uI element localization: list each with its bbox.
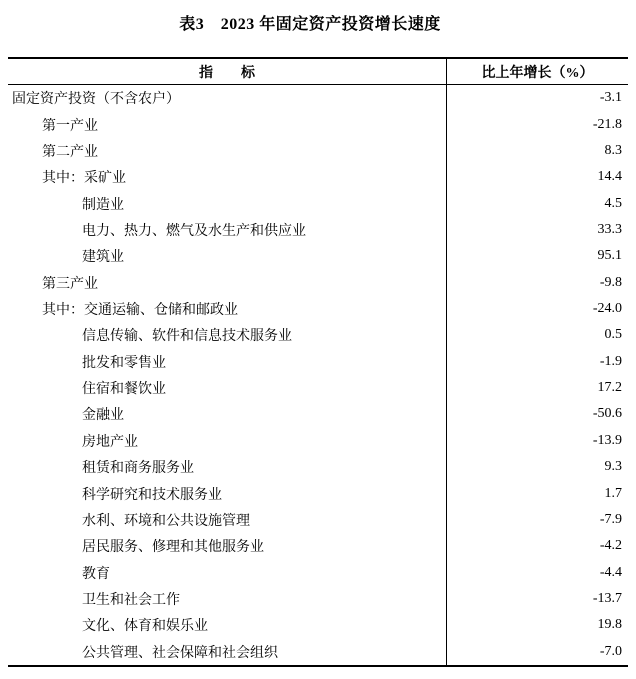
indicator-cell bbox=[8, 507, 447, 533]
indicator-label: 批发和零售业 bbox=[82, 355, 166, 371]
statistics-table bbox=[8, 57, 628, 667]
value-cell: 95.1 bbox=[597, 248, 622, 264]
indicator-cell bbox=[8, 349, 447, 375]
indicator-cell bbox=[8, 138, 447, 164]
value-cell: 0.5 bbox=[604, 327, 622, 343]
table-row bbox=[8, 507, 628, 533]
table-row bbox=[8, 322, 628, 348]
table-row bbox=[8, 559, 628, 585]
table-row bbox=[8, 138, 628, 164]
indicator-label: 教育 bbox=[82, 566, 110, 582]
column-header-indicator: 指 标 bbox=[8, 59, 447, 84]
indicator-cell bbox=[8, 164, 447, 190]
indicator-label: 卫生和社会工作 bbox=[82, 593, 180, 608]
indicator-cell bbox=[8, 270, 447, 296]
qizhong-prefix: 其中： bbox=[42, 171, 84, 187]
table-row bbox=[8, 349, 628, 375]
indicator-label: 第二产业 bbox=[42, 144, 98, 160]
value-cell: -7.9 bbox=[599, 511, 622, 527]
indicator-cell bbox=[8, 85, 447, 111]
table-row bbox=[8, 270, 628, 296]
indicator-label: 公共管理、社会保障和社会组织 bbox=[82, 645, 278, 661]
indicator-label: 科学研究和技术服务业 bbox=[82, 487, 222, 503]
indicator-label: 居民服务、修理和其他服务业 bbox=[82, 540, 264, 556]
indicator-cell bbox=[8, 401, 447, 427]
table-row bbox=[8, 164, 628, 190]
value-cell: 8.3 bbox=[604, 142, 622, 158]
indicator-label: 信息传输、软件和信息技术服务业 bbox=[82, 329, 292, 345]
indicator-cell bbox=[8, 428, 447, 454]
value-cell: -24.0 bbox=[592, 301, 622, 317]
table-row bbox=[8, 190, 628, 216]
indicator-label: 水利、环境和公共设施管理 bbox=[82, 513, 250, 529]
indicator-label: 租赁和商务服务业 bbox=[82, 461, 194, 477]
indicator-cell bbox=[8, 111, 447, 137]
value-cell: -3.1 bbox=[599, 90, 622, 106]
indicator-label: 电力、热力、燃气及水生产和供应业 bbox=[82, 223, 306, 239]
indicator-cell bbox=[8, 612, 447, 638]
table-row bbox=[8, 612, 628, 638]
indicator-label: 交通运输、仓储和邮政业 bbox=[84, 303, 238, 319]
table-row bbox=[8, 243, 628, 269]
indicator-cell bbox=[8, 375, 447, 401]
indicator-cell bbox=[8, 639, 447, 665]
table-row bbox=[8, 586, 628, 612]
value-cell: -7.0 bbox=[599, 643, 622, 659]
indicator-cell bbox=[8, 296, 447, 322]
indicator-label: 文化、体育和娱乐业 bbox=[82, 619, 208, 635]
indicator-cell bbox=[8, 243, 447, 269]
value-cell: 1.7 bbox=[604, 485, 622, 501]
indicator-cell bbox=[8, 586, 447, 612]
value-cell: 33.3 bbox=[597, 221, 622, 237]
value-cell: -21.8 bbox=[592, 116, 622, 132]
value-cell: 19.8 bbox=[597, 617, 622, 633]
table-row bbox=[8, 428, 628, 454]
indicator-cell bbox=[8, 533, 447, 559]
indicator-label: 制造业 bbox=[82, 197, 124, 213]
indicator-cell bbox=[8, 217, 447, 243]
indicator-label: 固定资产投资（不含农户） bbox=[12, 92, 180, 108]
value-cell: -13.7 bbox=[592, 591, 622, 606]
value-cell: -4.4 bbox=[599, 564, 622, 580]
value-cell: -4.2 bbox=[599, 538, 622, 554]
table-body bbox=[8, 85, 628, 665]
indicator-label: 采矿业 bbox=[84, 171, 126, 187]
value-cell: -13.9 bbox=[592, 432, 622, 448]
indicator-label: 房地产业 bbox=[82, 434, 138, 450]
table-row bbox=[8, 111, 628, 137]
value-cell: 17.2 bbox=[597, 380, 622, 396]
indicator-cell bbox=[8, 190, 447, 216]
table-row bbox=[8, 296, 628, 322]
value-cell: -50.6 bbox=[592, 406, 622, 422]
table-row bbox=[8, 480, 628, 506]
table-row bbox=[8, 639, 628, 665]
indicator-label: 住宿和餐饮业 bbox=[82, 382, 166, 398]
indicator-label: 第一产业 bbox=[42, 118, 98, 134]
value-cell: 9.3 bbox=[604, 459, 622, 475]
qizhong-prefix: 其中： bbox=[42, 303, 84, 319]
indicator-cell bbox=[8, 559, 447, 585]
table-row bbox=[8, 533, 628, 559]
indicator-label: 第三产业 bbox=[42, 276, 98, 292]
table-row bbox=[8, 217, 628, 243]
indicator-label: 建筑业 bbox=[82, 250, 124, 266]
column-header-growth: 比上年增长（%） bbox=[481, 65, 594, 81]
table-header-row bbox=[8, 59, 628, 85]
table-row bbox=[8, 375, 628, 401]
indicator-label: 金融业 bbox=[82, 408, 124, 424]
table-title: 表3 2023 年固定资产投资增长速度 bbox=[179, 16, 441, 33]
indicator-cell bbox=[8, 322, 447, 348]
table-row bbox=[8, 454, 628, 480]
value-cell: 4.5 bbox=[604, 195, 622, 211]
value-cell: 14.4 bbox=[597, 169, 622, 185]
table-row bbox=[8, 85, 628, 111]
indicator-cell bbox=[8, 454, 447, 480]
table-row bbox=[8, 401, 628, 427]
value-cell: -1.9 bbox=[599, 353, 622, 369]
indicator-cell bbox=[8, 480, 447, 506]
value-cell: -9.8 bbox=[599, 274, 622, 290]
